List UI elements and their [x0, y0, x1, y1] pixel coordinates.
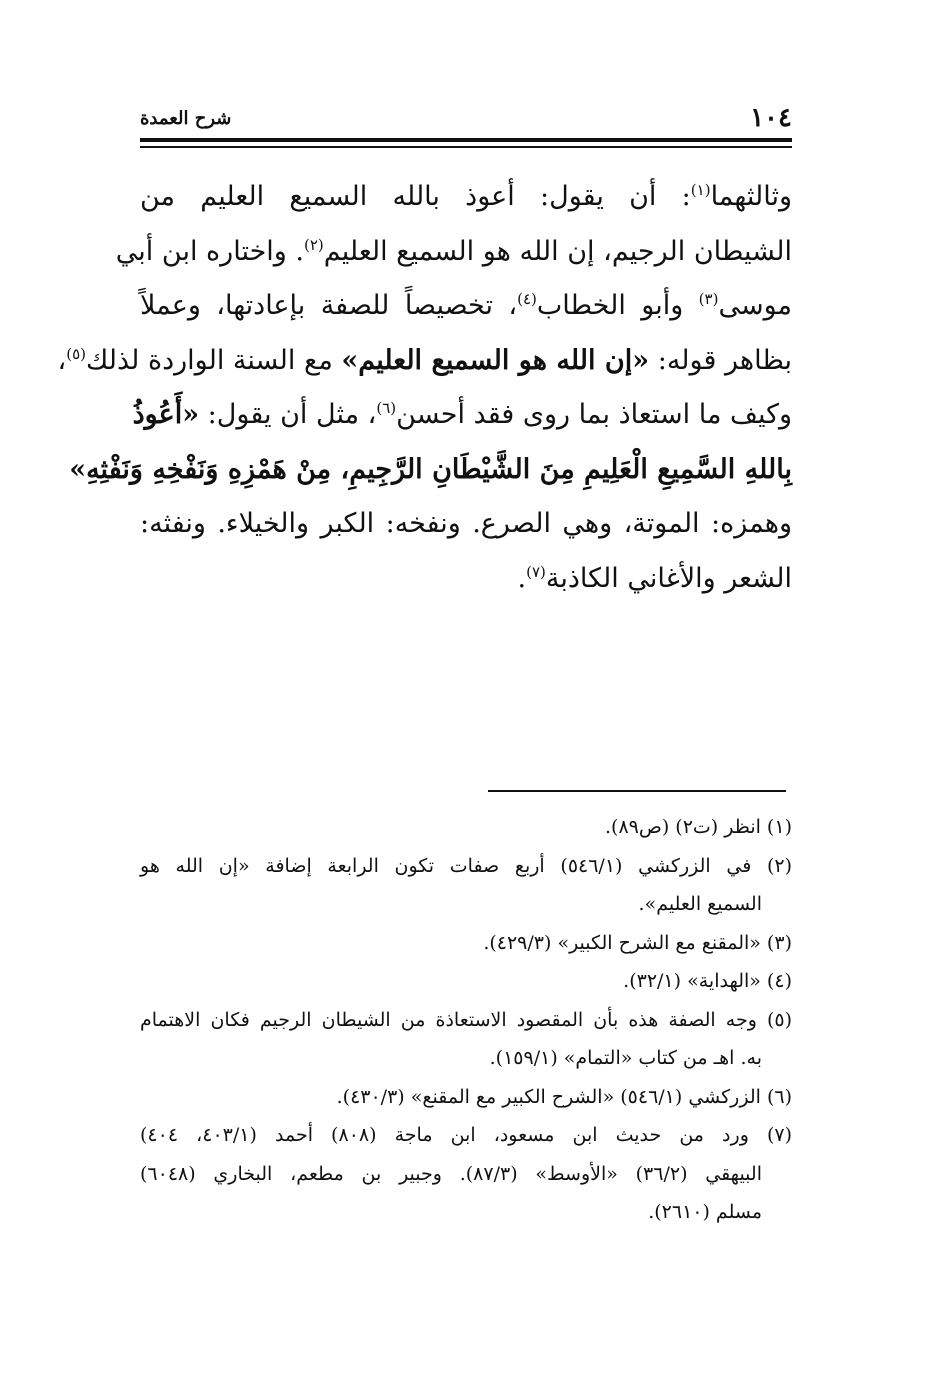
footnote-line: البيهقي (٣٦/٢) «الأوسط» (٨٧/٣). وجبير بن مطعم، البخاري (٦٠٤٨)	[140, 1162, 762, 1185]
quoted-text: «إن الله هو السميع العليم»	[341, 344, 650, 376]
footnote-separator	[488, 790, 786, 792]
body-text-run: .	[517, 562, 527, 594]
footnote-line: السميع العليم».	[638, 893, 762, 915]
header-rule-thick	[140, 138, 792, 142]
quoted-text: «أَعُوذُ	[132, 399, 200, 430]
body-text-run: الشيطان الرجيم، إن الله هو السميع العليم	[323, 235, 792, 267]
body-line	[57, 334, 792, 389]
footnote-line: (٦) الزركشي (٥٤٦/١) «الشرح الكبير مع المقنع» (٤٣٠/٣).	[336, 1085, 792, 1108]
footnote-line: (٥) وجه الصفة هذه بأن المقصود الاستعاذة من الشيطان الرجيم فكان الاهتمام	[140, 1008, 792, 1031]
main-text	[57, 170, 792, 606]
footnote-line: (٤) «الهداية» (٣٢/١).	[623, 970, 792, 992]
body-text-run: وكيف ما استعاذ بما روى فقد أحسن	[396, 399, 792, 430]
footnote-marker: (٥)	[66, 344, 86, 363]
footnote-marker: (١)	[690, 181, 711, 199]
body-line	[140, 552, 792, 607]
body-text-run: موسى	[718, 290, 792, 321]
body-line	[132, 388, 792, 443]
footnote-line: به. اهـ من كتاب «التمام» (١٥٩/١).	[489, 1047, 762, 1069]
footnote-marker: (٦)	[376, 399, 397, 417]
body-line	[140, 497, 792, 552]
footnotes	[140, 808, 792, 1232]
running-title: شرح العمدة	[140, 107, 232, 129]
body-text-run: مع السنة الواردة لذلك	[86, 344, 342, 376]
body-text-run: . واختاره ابن أبي	[115, 235, 304, 267]
page-header	[140, 100, 792, 136]
footnote-marker: (٤)	[517, 290, 537, 308]
footnote-line: (٧) ورد من حديث ابن مسعود، ابن ماجة (٨٠٨) أحمد (٤٠٣/١، ٤٠٤)	[140, 1124, 793, 1146]
body-line	[140, 170, 792, 225]
body-text-run: : أن يقول: أعوذ بالله السميع العليم من	[140, 181, 691, 212]
footnote-line: (٢) في الزركشي (٥٤٦/١) أربع صفات تكون الرابعة إضافة «إن الله هو	[140, 854, 793, 877]
footnote-line: مسلم (٢٦١٠).	[648, 1201, 762, 1223]
body-text-run: ، تخصيصاً للصفة بإعادتها، وعملاً	[140, 290, 518, 321]
footnote-marker: (٢)	[304, 235, 324, 254]
body-text-run: وأبو الخطاب	[536, 290, 699, 321]
body-text-run: الشعر والأغاني الكاذبة	[545, 562, 792, 594]
footnote-marker: (٧)	[526, 562, 546, 581]
body-text-run: ،	[57, 344, 67, 376]
body-text-run: وهمزه: الموتة، وهي الصرع. ونفخه: الكبر والخيلاء. ونفثه:	[140, 508, 792, 539]
body-text-run: ، مثل أن يقول:	[199, 399, 377, 430]
footnote-marker: (٣)	[698, 290, 719, 308]
page-number: ١٠٤	[750, 103, 792, 133]
quoted-text: بِاللهِ السَّمِيعِ الْعَلِيمِ مِنَ الشَّيْطَانِ الرَّجِيمِ، مِنْ هَمْزِهِ وَنَفْخِهِ وَنَفْثِهِ»	[69, 453, 792, 485]
header-rule-thin	[140, 146, 792, 148]
body-line	[140, 279, 792, 334]
body-text-run: بظاهر قوله:	[649, 344, 792, 376]
body-line	[69, 443, 792, 498]
footnote-line: (١) انظر (ت٢) (ص٨٩).	[604, 816, 792, 838]
footnote-line: (٣) «المقنع مع الشرح الكبير» (٤٢٩/٣).	[483, 931, 792, 954]
body-line	[115, 225, 792, 280]
body-text-run: وثالثهما	[710, 181, 792, 212]
